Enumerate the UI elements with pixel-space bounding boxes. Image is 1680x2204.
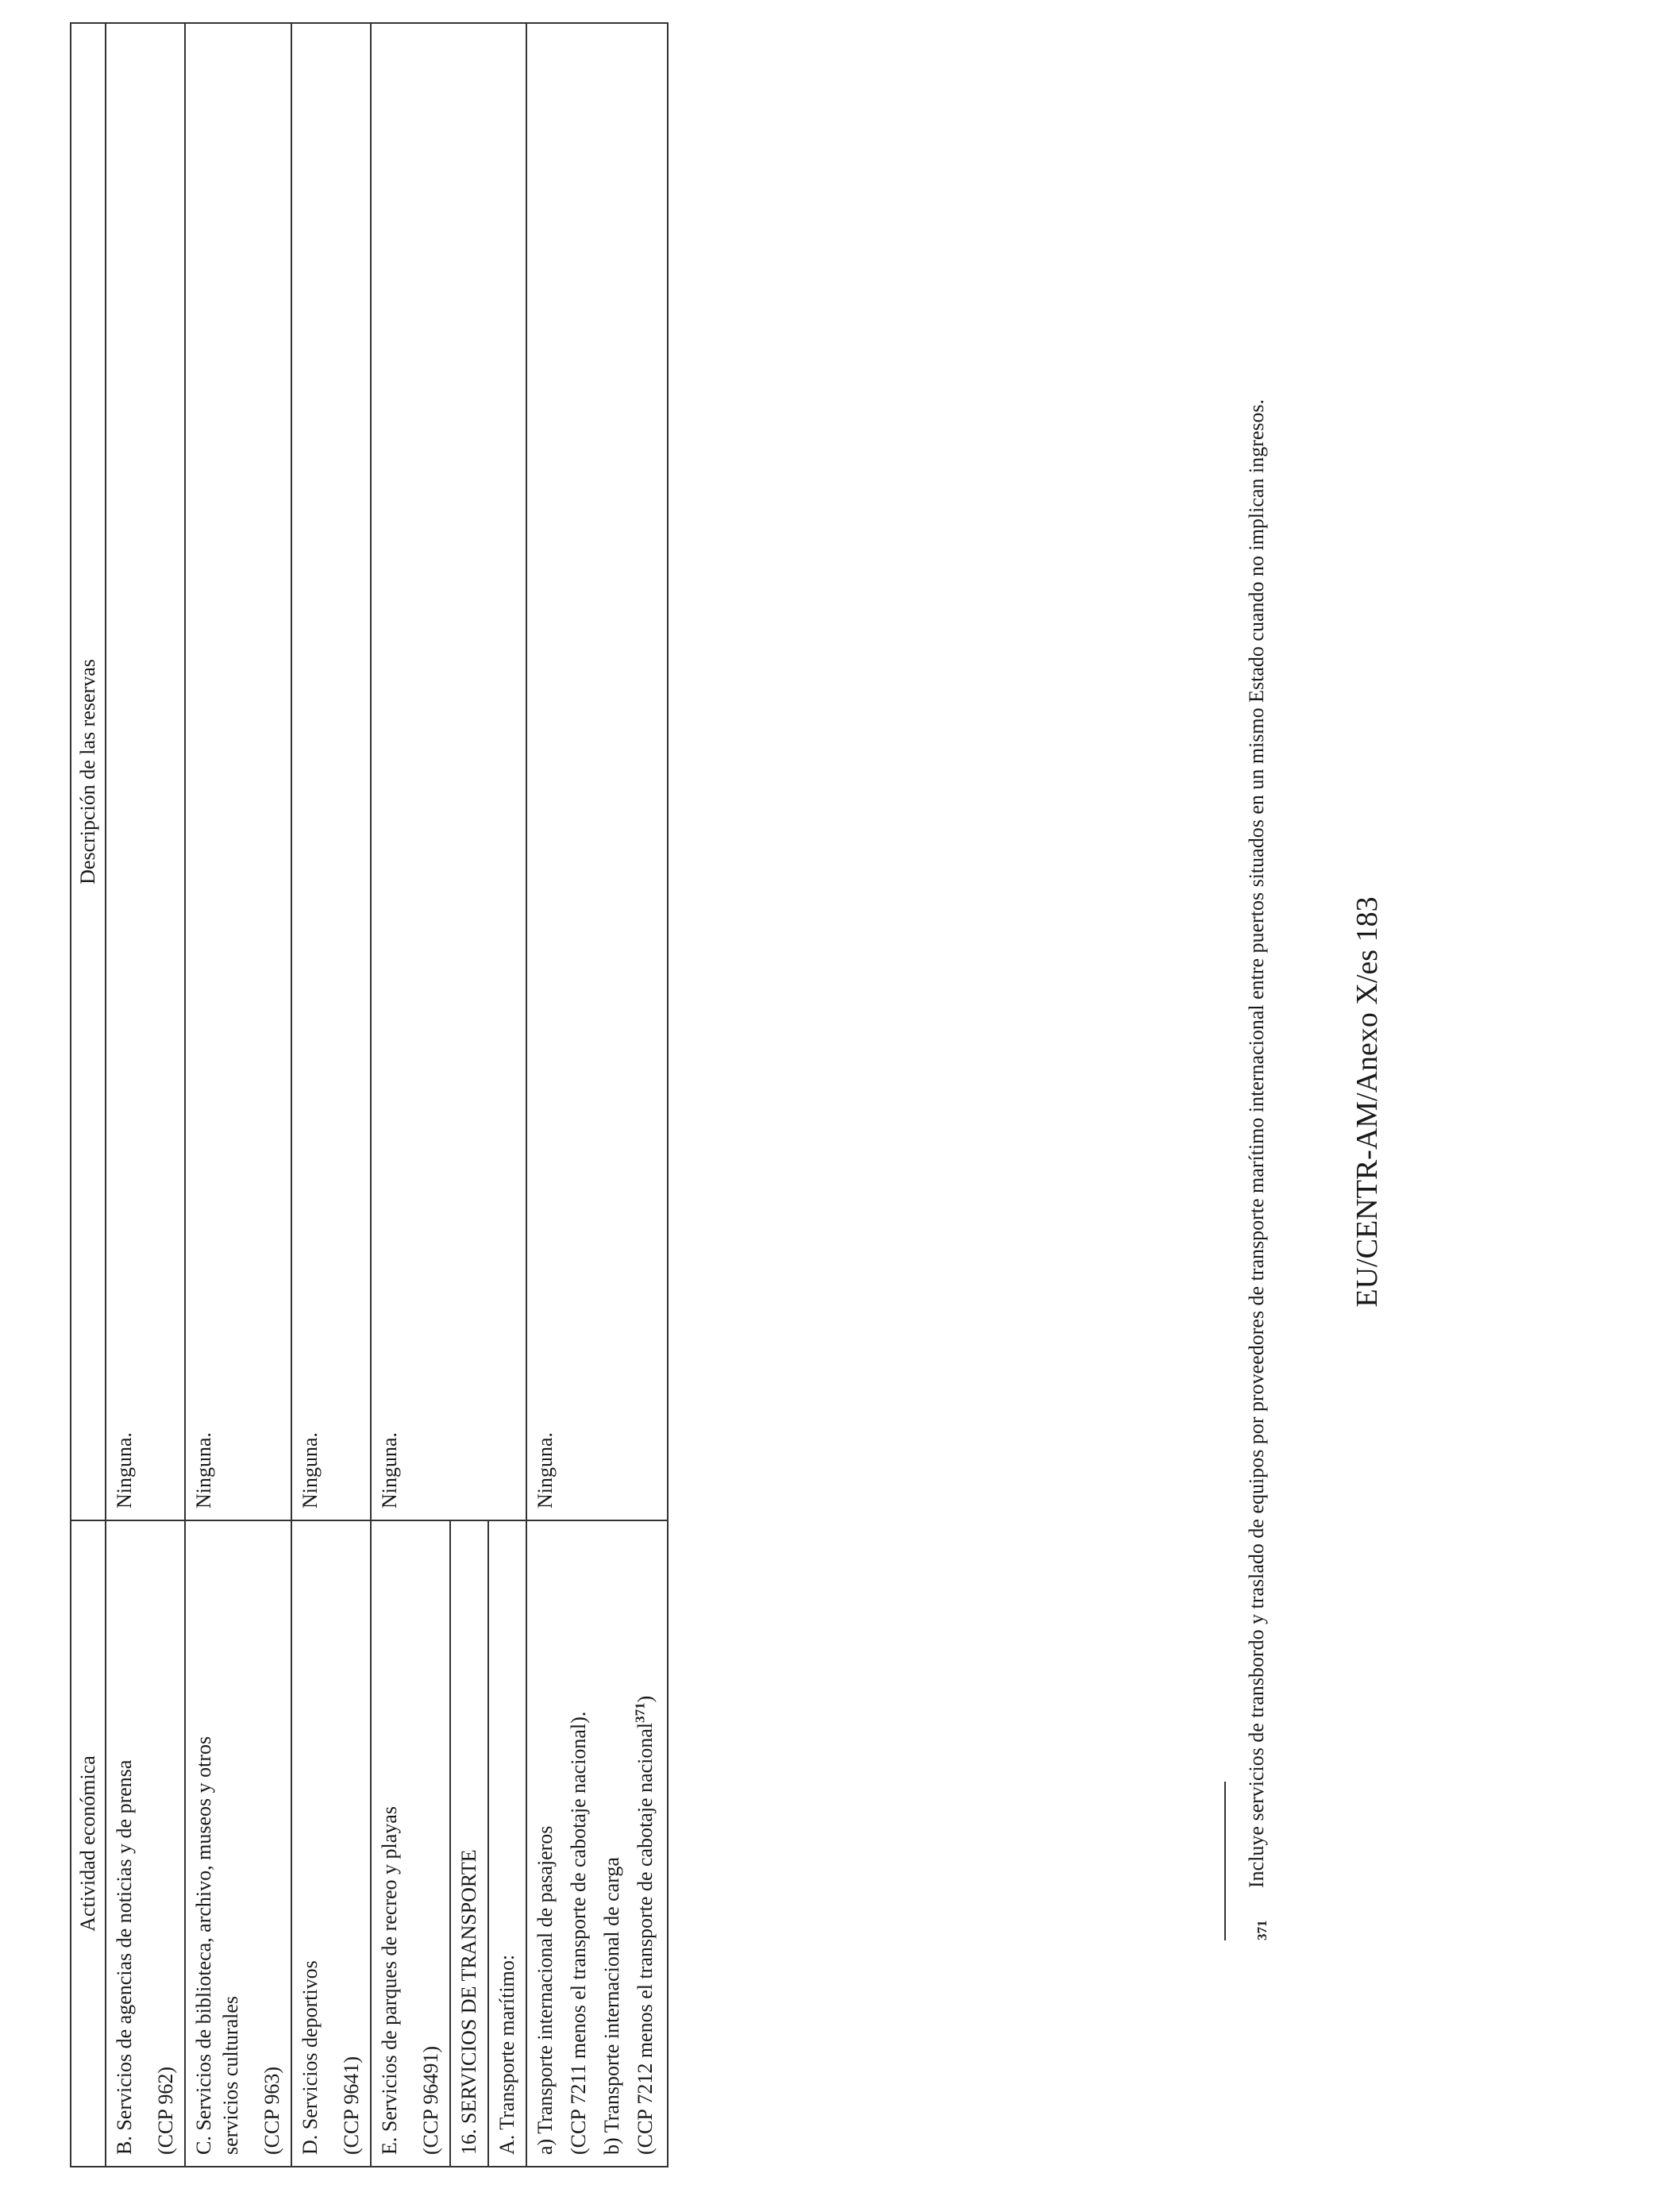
table-row [526,23,668,2167]
cell-empty-16 [450,23,488,1520]
footnote-number: 371 [1254,1920,1270,1940]
row-e-title: E. Servicios de parques de recreo y playas [378,1806,401,2155]
page-footer: EU/CENTR-AM/Anexo X/es 183 [1351,896,1384,1308]
footnote-ref-371: 371 [632,1702,648,1723]
header-descripcion: Descripción de las reservas [71,23,106,1520]
cell-desc-e [371,23,450,1520]
footnote-rule [1224,1782,1226,1940]
row-c-title-line1: C. Servicios de biblioteca, archivo, museos y otros [192,1736,215,2155]
header-actividad: Actividad económica [71,1520,106,2167]
cell-empty-maritime [488,23,526,1520]
row-c-desc: Ninguna. [192,1431,215,1509]
maritime-title: A. Transporte marítimo: [495,1954,518,2155]
item-b-code [632,1532,659,2155]
footnote-text: Incluye servicios de transbordo y traslado de equipos por proveedores de transporte marítimo internacional entre puertos situados en un mismo Estado cuando no implican ingresos. [1245,399,1268,1888]
table-row [185,23,291,2167]
item-b-title: b) Transporte internacional de carga [600,1857,623,2155]
cell-actividad-c [185,1520,291,2167]
section-16-title: 16. SERVICIOS DE TRANSPORTE [457,1849,480,2155]
table-row [291,23,371,2167]
cell-desc-maritime [526,23,668,1520]
table-row [371,23,450,2167]
table-header-row [71,23,106,2167]
row-b-desc: Ninguna. [113,1431,136,1509]
row-d-title: D. Servicios deportivos [299,1960,322,2155]
table-row [450,23,488,2167]
row-e-desc: Ninguna. [378,1431,401,1509]
cell-actividad-d [291,1520,371,2167]
cell-actividad-b [106,1520,185,2167]
cell-actividad-e [371,1520,450,2167]
row-d-desc: Ninguna. [299,1431,322,1509]
cell-desc-d [291,23,371,1520]
maritime-desc: Ninguna. [534,1431,557,1509]
row-c-title-line2: servicios culturales [219,1996,242,2155]
table-row [488,23,526,2167]
item-a-code: (CCP 7211 menos el transporte de cabotaje nacional). [567,1711,590,2155]
cell-maritime [488,1520,526,2167]
item-a-title: a) Transporte internacional de pasajeros [534,1825,557,2155]
cell-desc-c [185,23,291,1520]
row-b-code: (CCP 962) [154,2067,177,2155]
row-b-title: B. Servicios de agencias de noticias y de prensa [113,1759,136,2155]
cell-section-16 [450,1520,488,2167]
row-d-code: (CCP 9641) [340,2056,363,2155]
table-row [106,23,185,2167]
item-b-code-prefix: (CCP 7212 menos el transporte de cabotaje nacional [634,1722,657,2155]
item-b-code-suffix: ) [634,1695,657,1703]
row-c-code: (CCP 963) [260,2067,283,2155]
cell-maritime-items [526,1520,668,2167]
reservations-table [70,22,669,2167]
row-e-code: (CCP 96491) [419,2046,442,2155]
cell-desc-b [106,23,185,1520]
